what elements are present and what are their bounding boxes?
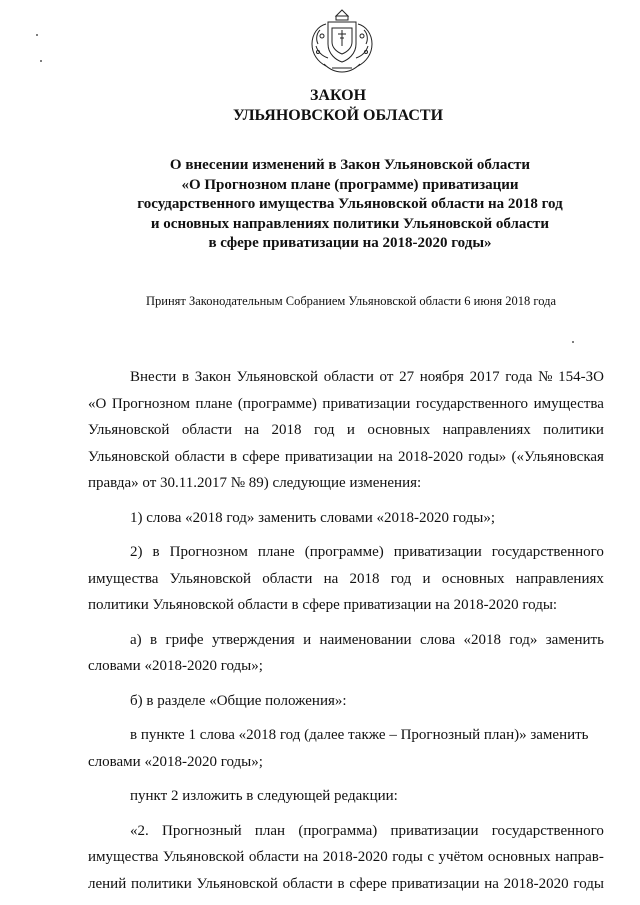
text-line: имущества Ульяновской области на 2018-2020 годы с учётом основных направ- xyxy=(88,849,604,865)
subject-line: государственного имущества Ульяновской области на 2018 год xyxy=(137,196,563,212)
text-line: б) в разделе «Общие положения»: xyxy=(130,692,347,709)
text-line: Внести в Закон Ульяновской области от 27 ноября 2017 года № 154-ЗО xyxy=(130,369,604,385)
text-line: в пункте 1 слова «2018 год (далее также – Прогнозный план)» заменить xyxy=(130,727,589,743)
text-line: имущества Ульяновской области на 2018 год и основных направлениях xyxy=(88,570,604,587)
text-line: словами «2018-2020 годы»; xyxy=(88,753,263,770)
scan-speck xyxy=(40,60,42,62)
subject-line: «О Прогнозном плане (программе) приватизации xyxy=(181,176,519,193)
subject-line: О внесении изменений в Закон Ульяновской области xyxy=(169,157,531,173)
paragraph xyxy=(88,722,604,775)
text-line: словами «2018-2020 годы»; xyxy=(88,658,263,674)
paragraph xyxy=(88,505,604,532)
paragraph xyxy=(88,818,604,898)
text-line: а) в грифе утверждения и наименовании слова «2018 год» заменить xyxy=(130,631,604,648)
law-subject xyxy=(70,156,630,254)
paragraph xyxy=(88,783,604,810)
subject-line: и основных направлениях политики Ульяновской области xyxy=(150,215,550,232)
text-line: 1) слова «2018 год» заменить словами «2018-2020 годы»; xyxy=(130,509,496,526)
text-line: лений политики Ульяновской области в сфере приватизации на 2018-2020 годы xyxy=(88,875,604,892)
paragraph xyxy=(88,364,604,497)
coat-of-arms-emblem xyxy=(302,6,382,78)
text-line: Ульяновской области на 2018 год и основных направлениях политики xyxy=(88,422,604,438)
text-line: правда» от 30.11.2017 № 89) следующие изменения: xyxy=(88,475,422,491)
paragraph xyxy=(88,627,604,680)
text-line: политики Ульяновской области в сфере приватизации на 2018-2020 годы: xyxy=(88,597,558,613)
scan-speck xyxy=(36,34,38,36)
text-line: Ульяновской области в сфере приватизации на 2018-2020 годы» («Ульяновская xyxy=(88,448,604,465)
document-type-title: ЗАКОН xyxy=(309,87,367,104)
adoption-note: Принят Законодательным Собранием Ульяновской области 6 июня 2018 года xyxy=(146,294,556,308)
paragraph xyxy=(88,539,604,619)
subject-line: в сфере приватизации на 2018-2020 годы» xyxy=(208,235,492,251)
text-line: «2. Прогнозный план (программа) приватизации государственного xyxy=(130,822,604,839)
text-line: «О Прогнозном плане (программе) приватизации государственного имущества xyxy=(88,395,604,412)
paragraph xyxy=(88,688,604,715)
text-line: пункт 2 изложить в следующей редакции: xyxy=(130,788,398,804)
scan-speck xyxy=(572,341,574,343)
law-body xyxy=(88,364,604,897)
text-line: 2) в Прогнозном плане (программе) приватизации государственного xyxy=(130,544,604,560)
region-title: УЛЬЯНОВСКОЙ ОБЛАСТИ xyxy=(232,107,444,124)
